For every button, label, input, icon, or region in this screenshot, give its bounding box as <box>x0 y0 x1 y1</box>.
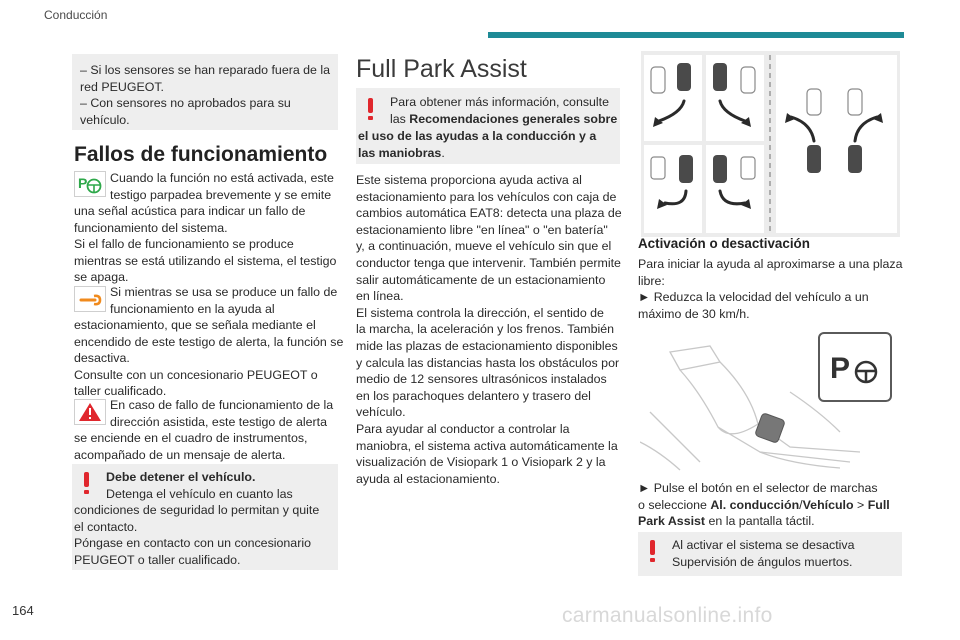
intro-line: libre: <box>638 273 665 288</box>
body-line: en línea. <box>356 289 404 304</box>
body-line: visualización de Visiopark 1 o Visiopark 2 y la <box>356 455 606 470</box>
menu-path-text: Al. conducción <box>710 497 800 512</box>
body-line: ayuda al estacionamiento. <box>356 471 500 486</box>
parking-maneuvers-illustration <box>641 51 900 237</box>
note-link-text: las maniobras <box>358 145 442 160</box>
body-line: Para ayudar al conductor a controlar la <box>356 421 570 436</box>
section-heading-faults: Fallos de funcionamiento <box>74 143 328 166</box>
body-line: medio de 12 sensores ultrasónicos instalados <box>356 372 607 387</box>
warning-line: Al activar el sistema se desactiva <box>672 538 855 552</box>
body-line: y calcula las distancias hasta los obstáculos por <box>356 355 620 370</box>
para2-line: estacionamiento, que se señala mediante el <box>74 318 316 332</box>
warning-line: el contacto. <box>74 519 138 534</box>
body-line: estacionamiento para los vehículos con caja de <box>356 189 617 204</box>
menu-path-text: Vehículo <box>802 497 854 512</box>
step-text: o seleccione <box>638 497 711 512</box>
body-line: Este sistema proporciona ayuda activa al <box>356 173 582 187</box>
intro-body-text <box>356 172 622 487</box>
warning-line: Debe detener el vehículo. <box>106 470 256 484</box>
body-line: estacionamiento libre "en línea" o "en batería" <box>356 222 608 237</box>
stop-vehicle-warning-box <box>72 464 338 570</box>
step-text: en la pantalla táctil. <box>705 514 815 529</box>
body-line: conductor tenga que intervenir. También permite <box>356 255 621 270</box>
park-assist-green-icon <box>74 171 106 197</box>
step-text: > <box>853 497 868 512</box>
para3-line: dirección asistida, este testigo de alerta <box>110 414 327 429</box>
warning-mark-icon <box>368 98 373 113</box>
intro-line: máximo de 30 km/h. <box>638 306 750 321</box>
activation-heading: Activación o desactivación <box>638 236 810 251</box>
para1-line: Si el fallo de funcionamiento se produce <box>74 237 294 252</box>
top-note-line: – Con sensores no aprobados para su <box>80 96 291 111</box>
body-line: El sistema controla la dirección, el sentido de <box>356 305 604 320</box>
body-line: cambios automática EAT8: detecta una plaza de <box>356 206 622 221</box>
body-line: vehículo. <box>356 405 406 420</box>
menu-path-text: Full <box>867 497 890 512</box>
page-title-full-park-assist: Full Park Assist <box>356 55 527 83</box>
para2-line: Consulte con un concesionario PEUGEOT o <box>74 367 318 382</box>
park-assist-button-label: P <box>830 352 851 385</box>
body-line: la marcha, la aceleración y los frenos. También <box>356 322 615 337</box>
body-line: maniobra, el sistema activa automáticamente la <box>356 438 618 453</box>
body-line: salir automáticamente de un estacionamiento <box>356 272 606 287</box>
top-note-box <box>72 54 338 130</box>
body-line: en los parachoques delantero y trasero del <box>356 388 591 403</box>
menu-path-text: Park Assist <box>638 514 706 529</box>
para2-line: encendido de este testigo de alerta, la función se <box>74 334 344 349</box>
body-line: y, a continuación, mueve el vehículo sin que el <box>356 239 612 254</box>
warning-line: Supervisión de ángulos muertos. <box>672 554 853 569</box>
body-line: mide las plazas de estacionamiento disponibles <box>356 338 618 353</box>
para2-line: Si mientras se usa se produce un fallo de <box>110 285 338 299</box>
header-accent-bar <box>488 32 904 38</box>
wrench-orange-icon <box>74 286 106 312</box>
note-line: el uso de las ayudas a la conducción y a <box>358 129 597 143</box>
para3-line: acompañado de un mensaje de alerta. <box>74 447 286 462</box>
svg-text:P: P <box>78 175 88 191</box>
para1-line: mientras se está utilizando el sistema, el testigo <box>74 253 337 268</box>
para1-line: testigo parpadea brevemente y se emite <box>110 187 332 202</box>
top-note-line: – Si los sensores se han reparado fuera de la <box>80 63 331 77</box>
para2-line: taller cualificado. <box>74 384 167 399</box>
para2-line: desactiva. <box>74 351 130 366</box>
intro-line: ► Reduzca la velocidad del vehículo a un <box>638 290 869 305</box>
watermark: carmanualsonline.info <box>562 604 773 627</box>
warning-line: condiciones de seguridad lo permitan y quite <box>74 503 320 517</box>
top-note-line: red PEUGEOT. <box>80 79 165 94</box>
blind-spot-warning-box <box>638 532 902 576</box>
warning-line: Detenga el vehículo en cuanto las <box>106 486 293 501</box>
para1-line: funcionamiento del sistema. <box>74 220 228 235</box>
para1-line: una señal acústica para indicar un fallo de <box>74 204 306 218</box>
park-assist-button-icon <box>818 332 892 402</box>
page-number: 164 <box>12 603 34 618</box>
para3-line: se enciende en el cuadro de instrumentos, <box>74 431 308 445</box>
note-text: . <box>441 145 445 160</box>
steering-alert-red-icon <box>74 399 106 425</box>
step-line: ► Pulse el botón en el selector de marchas <box>638 481 878 495</box>
para1-line: Cuando la función no está activada, este <box>110 171 334 185</box>
para1-line: se apaga. <box>74 270 129 285</box>
para2-line: funcionamiento en la ayuda al <box>110 301 275 316</box>
intro-line: Para iniciar la ayuda al aproximarse a una plaza <box>638 257 903 271</box>
para3-line: En caso de fallo de funcionamiento de la <box>110 398 334 412</box>
step-text: / <box>799 497 803 512</box>
note-text: las <box>390 111 410 126</box>
warning-line: PEUGEOT o taller cualificado. <box>74 552 241 567</box>
warning-mark-icon <box>84 472 89 487</box>
info-note-box <box>356 88 620 164</box>
warning-line: Póngase en contacto con un concesionario <box>74 536 311 551</box>
top-note-line: vehículo. <box>80 112 130 127</box>
note-line: Para obtener más información, consulte <box>390 95 610 109</box>
warning-mark-icon <box>650 540 655 555</box>
note-link-text: Recomendaciones generales sobre <box>409 111 618 126</box>
section-title: Conducción <box>44 8 108 22</box>
